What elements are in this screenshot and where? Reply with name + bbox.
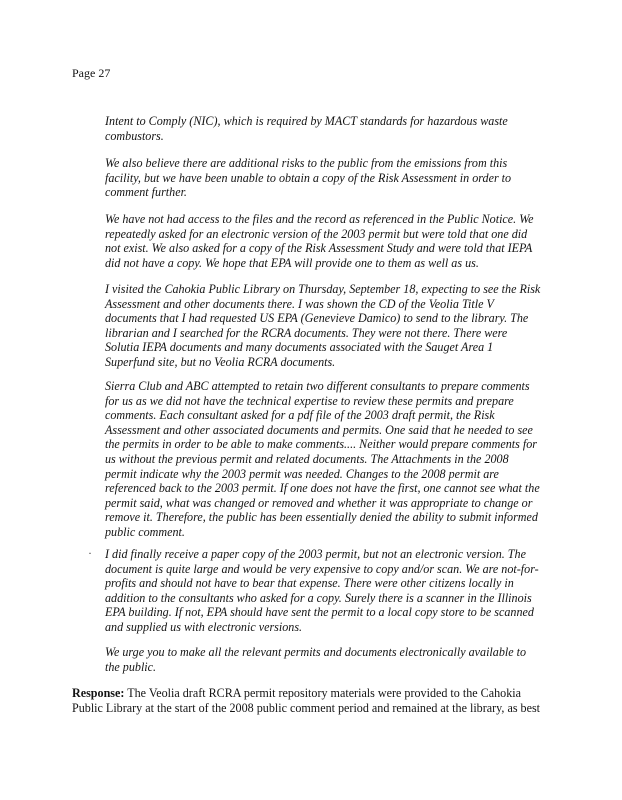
comment-paragraph-risk: We also believe there are additional risks to the public from the emissions from this facility, but we have been unable to obtain a copy of the Risk Assessment in order to comment further. — [105, 156, 512, 200]
comment-paragraph-paper-copy: I did finally receive a paper copy of the 2003 permit, but not an electronic version. The document is quite large and would be very expensive to copy and/or scan. We are not-for-profits and should not have to bear that expense. There were other citizens locally in addition to the consultants who asked for a copy. Surely there is a scanner in the Illinois EPA building. If not, EPA should have sent the permit to a local copy store to be scanned and supplied us with electronic versions. — [105, 547, 539, 634]
comment-paragraph-nic: Intent to Comply (NIC), which is required by MACT standards for hazardous waste combustors. — [105, 114, 508, 143]
page-number: Page 27 — [72, 66, 111, 80]
bullet-mark: · — [88, 546, 92, 560]
comment-paragraph-library: I visited the Cahokia Public Library on Thursday, September 18, expecting to see the Risk Assessment and other documents there. I was shown the CD of the Veolia Title V documents that I had requested US EPA (Genevieve Damico) to send to the library. The librarian and I searched for the RCRA documents. They were not there. There were Solutia IEPA documents and many documents associated with the Sauget Area 1 Superfund site, but no Veolia RCRA documents. — [105, 282, 541, 369]
response-label: Response: — [72, 686, 125, 700]
comment-paragraph-urge: We urge you to make all the relevant permits and documents electronically available to the public. — [105, 645, 527, 674]
comment-paragraph-consultants: Sierra Club and ABC attempted to retain two different consultants to prepare comments for us as we did not have the technical expertise to review these permits and prepare comments. Each consultant asked for a pdf file of the 2003 draft permit, the Risk Assessment and other associated documents and permits. One said that he needed to see the permits in order to be able to make comments.... Neither would prepare comments for us without the previous permit and related documents. The Attachments in the 2008 permit indicate why the 2003 permit was needed. Changes to the 2008 permit are referenced back to the 2003 permit. If one does not have the first, one cannot see what the permit said, what was changed or removed and whether it was appropriate to change or remove it. Therefore, the public has been essentially denied the ability to submit informed public comment. — [105, 379, 540, 539]
response-paragraph — [72, 686, 548, 716]
comment-paragraph-access: We have not had access to the files and the record as referenced in the Public Notice. We repeatedly asked for an electronic version of the 2003 permit but were told that one did not exist. We also asked for a copy of the Risk Assessment Study and were told that IEPA did not have a copy. We hope that EPA will provide one to them as well as us. — [105, 212, 534, 270]
response-text: The Veolia draft RCRA permit repository materials were provided to the Cahokia Public Library at the start of the 2008 public comment period and remained at the library, as best — [72, 686, 541, 715]
